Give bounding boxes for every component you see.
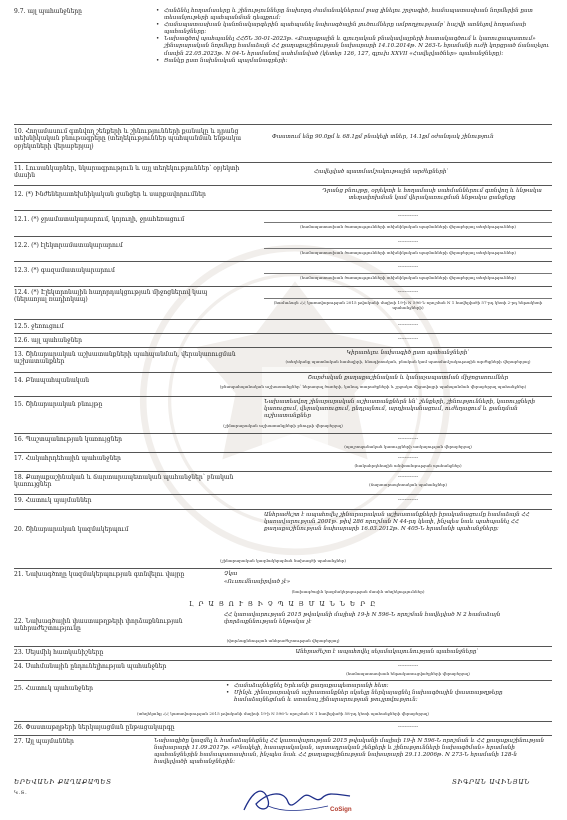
section-11 xyxy=(14,165,552,185)
row-label: 27. Այլ պայմաններ xyxy=(14,738,74,745)
field-caption: (տեղեկանք ՀՀ կառավարության 2015 թվականի մայիսի 19-ի N 596-Ն որոշման N 1 հավելվածի 58-րդ կետի պահանջների վերաբերյալ) xyxy=(136,711,430,716)
divider xyxy=(14,261,552,262)
bullet-item: • Հանձնել հողամասերը և շինությունները նախորդ ժամանակներում բաց լինելու շրջագիծ, համապատասխան նորմերին ըստ տեսանյութերի պահպանման դեպքում։ xyxy=(164,8,550,22)
field-caption: (համապատասխան ծառայությունների տեխնիկական պայմանների վերաբերյալ տեղեկություններ) xyxy=(300,224,516,229)
divider xyxy=(14,452,552,453)
section-26 xyxy=(14,724,552,734)
empty-value: ------------ xyxy=(397,436,419,442)
row-label: 18. Քաղաքաշինական և ճարտարապետական պահանջներ՝ բնական կառույցներ xyxy=(14,474,234,489)
section-18 xyxy=(14,474,552,494)
divider xyxy=(14,185,552,186)
special-requirements-list xyxy=(224,683,550,704)
row-label: 9.7. այլ պահանջները xyxy=(14,8,82,15)
section-27 xyxy=(14,738,552,776)
section-22 xyxy=(14,612,552,646)
field-caption: (համապատասխան ծառայությունների տեխնիկական պայմանների վերաբերյալ տեղեկություններ) xyxy=(300,275,516,280)
bullet-item: • Մինչև շինարարական աշխատանքներ սկսելը ներկայացնել նախագծային փաստաթղթերը համաձայնեցման և ստանալ շինարարության թույլտվություն։ xyxy=(234,690,550,704)
field-caption: (հակահրդեհային անվտանգության պահանջներ) xyxy=(354,463,462,468)
row-label: 12.4. (*) Էլեկտրոնային հաղորդակցության միջոցներով կապ (ներառյալ ռադիոկապ) xyxy=(14,289,208,304)
section-10 xyxy=(14,128,552,160)
section-12-2 xyxy=(14,239,552,261)
row-value: Անհրաժեշտ է ապահովել սեյսմակայունության պահանջները՝ xyxy=(295,649,479,655)
row-label: 12.3. (*) գազամատակարարում xyxy=(14,267,115,274)
row-label: 21. Նախագծողը կազմակերպության գտնվելու վայրը xyxy=(14,571,185,578)
section-20 xyxy=(14,512,552,566)
section-12 xyxy=(14,188,552,208)
divider xyxy=(14,286,552,287)
section-12-1 xyxy=(14,213,552,235)
divider xyxy=(14,372,552,373)
empty-value: ------------ xyxy=(397,455,419,461)
row-label: 25. Հատուկ պահանջներ xyxy=(14,685,93,692)
section-19 xyxy=(14,497,552,507)
row-label: 11. Լուսանկարներ, նկարագրություն և այլ տեղեկություններ՝ օբյեկտի մասին xyxy=(14,165,240,180)
row-label: 24. Սահմանային ընդունելիության պահանջներ xyxy=(14,663,167,670)
bullet-item: • Համապատասխան կանոնակարգերին պահպանել նախագծային լուծումները ամբողջությամբ՝ հաշվի առնելով հողամասի պահանջները։ xyxy=(164,22,550,36)
section-21 xyxy=(14,571,552,597)
divider xyxy=(14,721,552,722)
field-caption: (շինարարական աշխատանքների բնույթի վերաբերյալ) xyxy=(223,423,343,428)
empty-value: ------------ xyxy=(397,289,419,295)
divider xyxy=(14,660,552,661)
row-label: 17. Հակահրդեհային պահանջներ xyxy=(14,455,121,462)
row-value: ՀՀ կառավարության 2015 թվականի մայիսի 19-ի N 596-Ն որոշման հավելված N 2 համաձայն փորձաքննության ենթակա չէ xyxy=(224,612,501,626)
divider xyxy=(14,680,552,681)
section-12-5 xyxy=(14,322,552,332)
field-caption: (նախագծային կազմակերպության մասին տեղեկություններ) xyxy=(291,589,425,594)
section-title: Լ Ր Ա Ց Ո Ւ Ց Ի Չ Պ Ա Յ Մ Ա Ն Ն Ե Ր Ը xyxy=(189,600,377,608)
empty-value: ------------ xyxy=(397,724,419,730)
divider xyxy=(14,509,552,510)
fill-line xyxy=(264,273,552,274)
mayor-name: ՏԻԳՐԱՆ ԱՎԻՆՅԱՆ xyxy=(452,778,530,786)
divider xyxy=(14,210,552,211)
bullet-item: • Նախագծով պահպանել ՀՀՇՆ 30-01-2023թ. «Քաղաքային և գյուղական բնակավայրերի հատակագծում և կառուցապատում» շինարարական նորմերը համաձայն ՀՀ քաղաքաշինության նախարարի 14.10.2014թ. N 263-Ն հրամանի ուժի կորցրած ճանաչելու մասին 22.05.2023թ. N 04-Ն հրամանով սահմանված (կետեր 126, 127, գլուխ XXVII «Հավելվածներ» պահանջները)։ xyxy=(164,36,550,57)
section-12-4 xyxy=(14,289,552,319)
empty-value: ------------ xyxy=(397,239,419,245)
row-label: 23. Սեյսմիկ հատկանիշները xyxy=(14,649,104,656)
row-label: 10. Հողամասում գտնվող շենքերի և շինությունների քանակը և դրանց տեխնիկական բնութագրերը (տեղեկություններ պահպանման ենթակա օբյեկտների վերաբերյալ) xyxy=(14,128,242,150)
field-caption: (բնապահպանական աշխատանքներ՝ ներառյալ ծառերի, կանաչ տարածքների և շրջակա միջավայրի պահպանման վերաբերյալ պահանջներ) xyxy=(219,384,527,389)
section-16 xyxy=(14,436,552,450)
divider xyxy=(14,471,552,472)
bullet-item: • Համաձայնեցնել Երևանի քաղաքապետարանի հետ։ xyxy=(234,683,550,690)
divider xyxy=(14,735,552,736)
divider xyxy=(14,124,552,125)
stamp-mark: Կ.Տ. xyxy=(14,790,28,796)
row-label: 22. Նախագծային փաստաթղթերի փորձաքննության անհրաժեշտությունը xyxy=(14,618,183,633)
empty-value: ------------ xyxy=(397,497,419,503)
section-9-7 xyxy=(14,8,552,100)
row-value: Հավելված պատմամշակութային արժեքների՝ xyxy=(314,169,449,175)
field-caption: (ճարտարապետական պահանջներ) xyxy=(368,482,447,487)
empty-value: ------------ xyxy=(397,474,419,480)
section-17 xyxy=(14,455,552,469)
row-value: Նախատեսվող շինարարական աշխատանքներն են՝ շենքերի, շինությունների, կառույցների կառուցում, վերակառուցում, ընդլայնում, արդիականացում, ուժեղացում և քանդման աշխատանքներ xyxy=(264,399,536,420)
empty-value: ------------ xyxy=(397,663,419,669)
row-value: Չկա xyxy=(224,571,238,577)
divider xyxy=(14,433,552,434)
row-label: 12. (*) Ինժեներատեխնիկական ցանցեր և սարքավորումներ xyxy=(14,191,206,198)
fill-line xyxy=(264,222,552,223)
field-caption: (տեղեկանք պատմական համալիրի, հնագիտական, բնական կամ պատմամշակութային արժեքների վերաբերյալ) xyxy=(285,359,531,364)
field-caption: (համապատասխան ենթակառուցվածքների վերաբերյալ) xyxy=(346,671,470,676)
section-12-6 xyxy=(14,336,552,346)
row-label: 13. Շինարարական աշխատանքների պահպանման, վերակառուցման աշխատանքներ xyxy=(14,351,236,366)
divider xyxy=(14,236,552,237)
field-caption: (համապատասխան ծառայությունների տեխնիկական պայմանների վերաբերյալ տեղեկություններ) xyxy=(300,250,516,255)
divider xyxy=(14,347,552,348)
row-value: Կիրառելու նախագիծ ըստ պահանջների՝ xyxy=(346,350,470,356)
section-23 xyxy=(14,649,552,659)
empty-value: ------------ xyxy=(397,322,419,328)
empty-value: ------------ xyxy=(397,264,419,270)
section-13 xyxy=(14,350,552,370)
row-label: 12.5. ջեռուցում xyxy=(14,323,64,330)
row-label: 12.6. այլ պահանջներ xyxy=(14,337,82,344)
field-caption: (համաձայն ՀՀ կառավարության 2015 թվականի մայիսի 19-ի N 596-Ն որոշման N 1 հավելվածի 57-րդ կետի 2-րդ ենթակետի պահանջների) xyxy=(273,300,543,310)
section-24 xyxy=(14,663,552,679)
row-value-secondary: «Ուսումնասիրված չէ» xyxy=(224,579,291,585)
row-label: 14. Բնապահպանական xyxy=(14,377,90,384)
fill-line xyxy=(264,298,552,299)
row-value: Նախագիծը կազմել և համաձայնեցնել ՀՀ կառավարության 2015 թվականի մայիսի 19-ի N 596-Ն որոշման և ՀՀ քաղաքաշինության նախարարի 11.09.2017թ. «Բնակելի, հասարակական, արտադրական շենքերի և շինությունների նախագծման» հրամանի պահանջներին համապատասխան, ինչպես նաև ՀՀ քաղաքաշինության նախարարի 29.11.2006թ. N 273-Ն հրամանի 128-ն հավելվածի պահանջներին։ xyxy=(154,738,545,766)
divider xyxy=(14,646,552,647)
field-caption: (շինարարական կազմակերպման նախագծի պահանջներ) xyxy=(220,558,346,563)
row-label: 20. Շինարարական կազմակերպում xyxy=(14,526,129,533)
field-caption: (փորձաքննության անհրաժեշտության վերաբերյալ) xyxy=(226,638,340,643)
divider xyxy=(14,162,552,163)
section-25 xyxy=(14,683,552,719)
row-value: Անհրաժեշտ է ապահովել շինարարական աշխատանքների իրականացումը համաձայն ՀՀ կառավարության 2001թ. թիվ 286 որոշման N 44-րդ կետի, ինչպես նաև պահպանել ՀՀ քաղաքաշինության նախարարի 16.03.2012թ. N 405-Ն հրամանի պահանջները։ xyxy=(264,512,530,533)
fill-line xyxy=(264,248,552,249)
row-label: 26. Փաստաթղթերի ներկայացման ընթացակարգը xyxy=(14,724,175,731)
row-value: Դրանց բնույթը, օբյեկտի և հողամասի սահմաններում գտնվող և ենթակա տեղափոխման կամ վերակառուցման ենթակա ցանցերը xyxy=(322,188,542,202)
row-label: 15. Շինարարական բնույթը xyxy=(14,401,103,408)
bullet-item: • Ցանկը ըստ նախնական պայմանագրերի։ xyxy=(164,58,550,65)
row-label: 12.2. (*) էլեկտրամատակարարում xyxy=(14,242,123,249)
row-value: Շարժական քաղաքաշինական և կանաչապատման միջոցառումներ xyxy=(307,375,509,381)
empty-value: ------------ xyxy=(397,213,419,219)
divider xyxy=(14,319,552,320)
row-label: 16. Պաշտպանության կառույցներ xyxy=(14,436,123,443)
section-12-3 xyxy=(14,264,552,286)
divider xyxy=(14,568,552,569)
section-15 xyxy=(14,399,552,431)
cosign-logo: CoSign xyxy=(330,806,352,813)
requirements-list xyxy=(154,8,550,65)
section-14 xyxy=(14,375,552,395)
divider xyxy=(14,494,552,495)
mayor-title: ԵՐԵՎԱՆԻ ՔԱՂԱՔԱՊԵՏ xyxy=(14,778,112,786)
row-label: 19. Հատուկ պայմաններ xyxy=(14,497,92,504)
divider xyxy=(14,396,552,397)
divider xyxy=(14,333,552,334)
empty-value: ------------ xyxy=(397,336,419,342)
field-caption: (պաշտպանական կառույցների առկայության վերաբերյալ) xyxy=(344,444,472,449)
row-value: Փաստում ենք 90.0քմ և 68.1քմ բնակելի տներ, 14.1քմ օժանդակ շինություն xyxy=(272,134,494,140)
row-label: 12.1. (*) ջրամատակարարում, կոյուղի, ջրահեռացում xyxy=(14,216,185,223)
